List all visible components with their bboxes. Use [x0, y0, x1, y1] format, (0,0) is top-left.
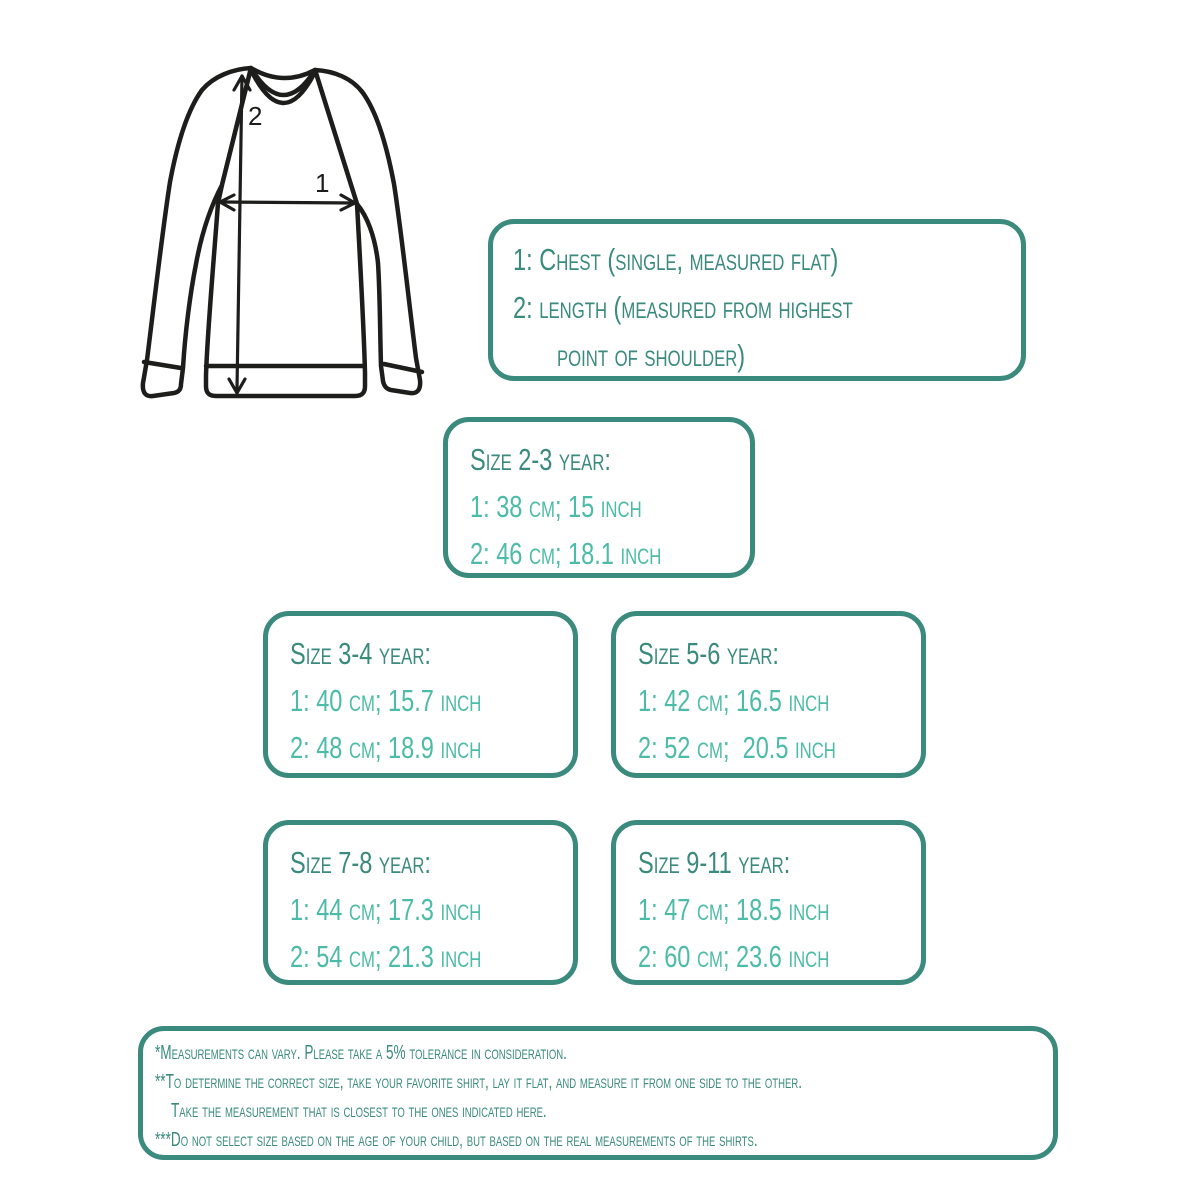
size-box-chest-value: 1: 38 cm; 15 inch	[470, 489, 642, 524]
footnote-how-to-measure-continued: Take the measurement that is closest to the ones indicated here.	[171, 1100, 547, 1122]
sweater-diagram	[138, 58, 468, 403]
size-box-5-6-year	[611, 611, 926, 778]
legend-line-chest: 1: Chest (single, measured flat)	[513, 242, 839, 277]
size-box-length-value: 2: 60 cm; 23.6 inch	[638, 939, 830, 974]
size-box-length-value: 2: 48 cm; 18.9 inch	[290, 730, 482, 765]
size-box-chest-value: 1: 40 cm; 15.7 inch	[290, 683, 482, 718]
size-box-chest-value: 1: 42 cm; 16.5 inch	[638, 683, 830, 718]
size-box-title: Size 3-4 year:	[290, 636, 431, 671]
size-box-2-3-year	[443, 417, 755, 578]
size-box-chest-value: 1: 44 cm; 17.3 inch	[290, 892, 482, 927]
size-box-3-4-year	[263, 611, 578, 778]
size-box-length-value: 2: 52 cm; 20.5 inch	[638, 730, 836, 765]
footnote-age-warning: ***Do not select size based on the age of your child, but based on the real measurements of the shirts.	[155, 1129, 758, 1151]
legend-line-length-continued: point of shoulder)	[557, 338, 746, 373]
size-box-length-value: 2: 54 cm; 21.3 inch	[290, 939, 482, 974]
measurement-legend-box	[488, 219, 1026, 381]
size-box-title: Size 5-6 year:	[638, 636, 779, 671]
legend-line-length: 2: length (measured from highest	[513, 290, 853, 325]
size-box-length-value: 2: 46 cm; 18.1 inch	[470, 536, 662, 571]
size-box-title: Size 2-3 year:	[470, 442, 611, 477]
chest-marker-label: 1	[315, 168, 330, 198]
size-box-title: Size 9-11 year:	[638, 845, 791, 880]
footnote-how-to-measure: **To determine the correct size, take your favorite shirt, lay it flat, and measure it from one side to the other.	[155, 1071, 802, 1093]
footnotes-box	[138, 1026, 1058, 1160]
size-box-9-11-year	[611, 820, 926, 985]
size-box-title: Size 7-8 year:	[290, 845, 431, 880]
size-box-chest-value: 1: 47 cm; 18.5 inch	[638, 892, 830, 927]
footnote-tolerance: *Measurements can vary. Please take a 5% tolerance in consideration.	[155, 1042, 567, 1064]
length-marker-label: 2	[248, 101, 263, 131]
size-box-7-8-year	[263, 820, 578, 985]
